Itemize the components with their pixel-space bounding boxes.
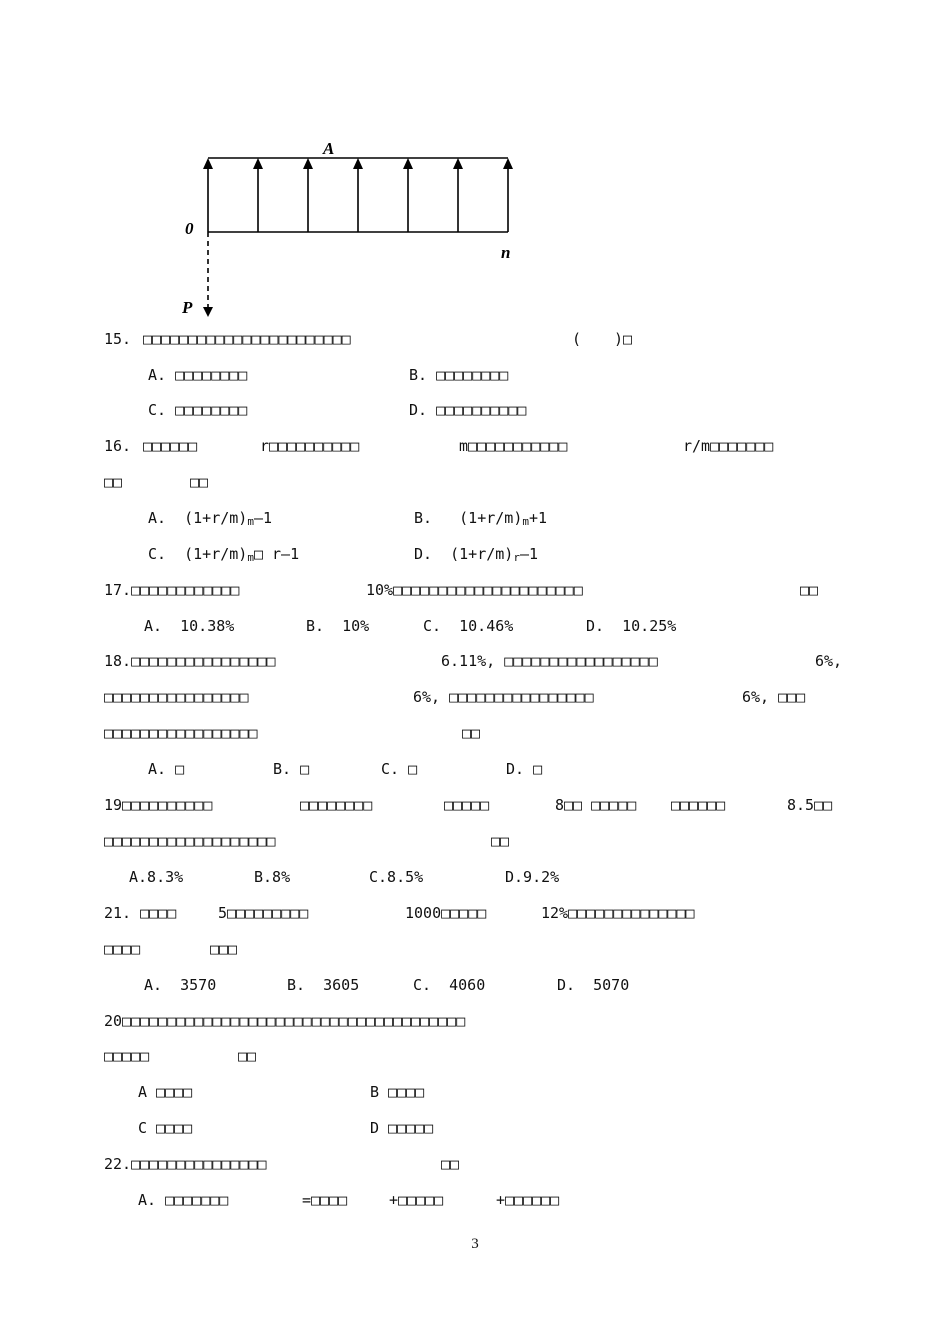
q15-option-a: A. □□□□□□□□	[148, 366, 248, 384]
q20-line2-b: □□	[238, 1047, 257, 1065]
diagram-label-a: A	[323, 139, 335, 158]
q18-line1-b: 6.11%, □□□□□□□□□□□□□□□□□	[441, 652, 658, 670]
q20-option-d: D □□□□□	[370, 1119, 434, 1137]
q22-option-a-part3: +□□□□□	[389, 1191, 444, 1209]
q15-option-c: C. □□□□□□□□	[148, 401, 248, 419]
arrowhead	[253, 158, 263, 169]
q19-option-d: D.9.2%	[505, 868, 560, 886]
q18-line1-a: 18.□□□□□□□□□□□□□□□□	[104, 652, 276, 670]
arrowhead	[503, 158, 513, 169]
q19-line1-e: □□□□□□	[671, 796, 726, 814]
q20-option-b: B □□□□	[370, 1083, 425, 1101]
q15-option-b: B. □□□□□□□□	[409, 366, 509, 384]
diagram-cash-arrows	[208, 161, 508, 232]
q18-option-d: D. □	[506, 760, 543, 778]
q18-option-c: C. □	[381, 760, 418, 778]
q15-paren-open: (	[572, 330, 582, 348]
q16-option-d: D. (1+r/m)r—1	[414, 545, 539, 564]
diagram-arrowheads	[203, 158, 513, 169]
q15-number: 15.	[104, 330, 132, 348]
arrowhead	[403, 158, 413, 169]
q16-option-b: B. (1+r/m)m+1	[414, 509, 548, 528]
q15-stem: □□□□□□□□□□□□□□□□□□□□□□□	[143, 330, 351, 348]
q16-stem-part1: □□□□□□	[143, 437, 198, 455]
q16-option-a: A. (1+r/m)m—1	[148, 509, 273, 528]
arrowhead	[303, 158, 313, 169]
q18-line2-b: 6%, □□□□□□□□□□□□□□□□	[413, 688, 594, 706]
q19-line1-b: □□□□□□□□	[300, 796, 373, 814]
q17-option-b: B. 10%	[306, 617, 370, 635]
q19-line1-f: 8.5□□	[787, 796, 833, 814]
q19-line2-a: □□□□□□□□□□□□□□□□□□□	[104, 832, 276, 850]
q22-option-a-part1: A. □□□□□□□	[138, 1191, 229, 1209]
q19-option-a: A.8.3%	[129, 868, 184, 886]
q19-line1-d: 8□□ □□□□□	[555, 796, 637, 814]
q18-option-b: B. □	[273, 760, 310, 778]
q21-option-a: A. 3570	[144, 976, 217, 994]
q21-line1-b: 5□□□□□□□□□	[218, 904, 309, 922]
q19-option-b: B.8%	[254, 868, 291, 886]
diagram-label-origin: 0	[185, 219, 194, 238]
q18-line1-c: 6%,	[815, 652, 843, 670]
q22-line1-a: 22.□□□□□□□□□□□□□□□	[104, 1155, 267, 1173]
q21-line2-a: □□□□	[104, 940, 141, 958]
q18-line2-c: 6%, □□□	[742, 688, 806, 706]
q20-option-c: C □□□□	[138, 1119, 193, 1137]
q21-option-d: D. 5070	[557, 976, 630, 994]
q16-line2-b: □□	[190, 473, 209, 491]
q18-line3-a: □□□□□□□□□□□□□□□□□	[104, 724, 258, 742]
q21-option-c: C. 4060	[413, 976, 486, 994]
q16-stem-part4: r/m□□□□□□□	[683, 437, 774, 455]
q16-stem-part2: r□□□□□□□□□□	[260, 437, 360, 455]
cash-flow-diagram	[170, 135, 530, 325]
q16-stem-part3: m□□□□□□□□□□□	[459, 437, 568, 455]
arrowhead	[203, 158, 213, 169]
q21-option-b: B. 3605	[287, 976, 360, 994]
q15-option-d: D. □□□□□□□□□□	[409, 401, 527, 419]
q21-line1-d: 12%□□□□□□□□□□□□□□	[541, 904, 695, 922]
q18-line3-b: □□	[462, 724, 481, 742]
q22-line1-b: □□	[441, 1155, 460, 1173]
q17-stem-part2: 10%□□□□□□□□□□□□□□□□□□□□□	[366, 581, 583, 599]
q17-option-d: D. 10.25%	[586, 617, 677, 635]
diagram-label-p: P	[182, 298, 193, 317]
q21-line2-b: □□□	[210, 940, 238, 958]
arrowhead	[453, 158, 463, 169]
q20-line2-a: □□□□□	[104, 1047, 150, 1065]
q20-option-a: A □□□□	[138, 1083, 193, 1101]
q18-option-a: A. □	[148, 760, 185, 778]
q21-line1-c: 1000□□□□□	[405, 904, 487, 922]
q19-line1-a: 19□□□□□□□□□□	[104, 796, 213, 814]
arrowhead-down	[203, 307, 213, 317]
q20-line1: 20□□□□□□□□□□□□□□□□□□□□□□□□□□□□□□□□□□□□□□	[104, 1012, 466, 1030]
q17-option-a: A. 10.38%	[144, 617, 235, 635]
page-number: 3	[471, 1236, 479, 1252]
q19-option-c: C.8.5%	[369, 868, 424, 886]
q21-line1-a: 21. □□□□	[104, 904, 177, 922]
q19-line1-c: □□□□□	[444, 796, 490, 814]
q17-stem-part1: 17.□□□□□□□□□□□□	[104, 581, 240, 599]
q16-line2-a: □□	[104, 473, 123, 491]
q16-number: 16.	[104, 437, 132, 455]
q17-option-c: C. 10.46%	[423, 617, 514, 635]
q19-line2-b: □□	[491, 832, 510, 850]
arrowhead	[353, 158, 363, 169]
q22-option-a-part2: =□□□□	[302, 1191, 348, 1209]
q18-line2-a: □□□□□□□□□□□□□□□□	[104, 688, 249, 706]
q16-option-c: C. (1+r/m)m□ r—1	[148, 545, 300, 564]
q22-option-a-part4: +□□□□□□	[496, 1191, 560, 1209]
q15-paren-close: )□	[614, 330, 633, 348]
q17-paren: □□	[800, 581, 819, 599]
diagram-label-n: n	[501, 243, 511, 262]
